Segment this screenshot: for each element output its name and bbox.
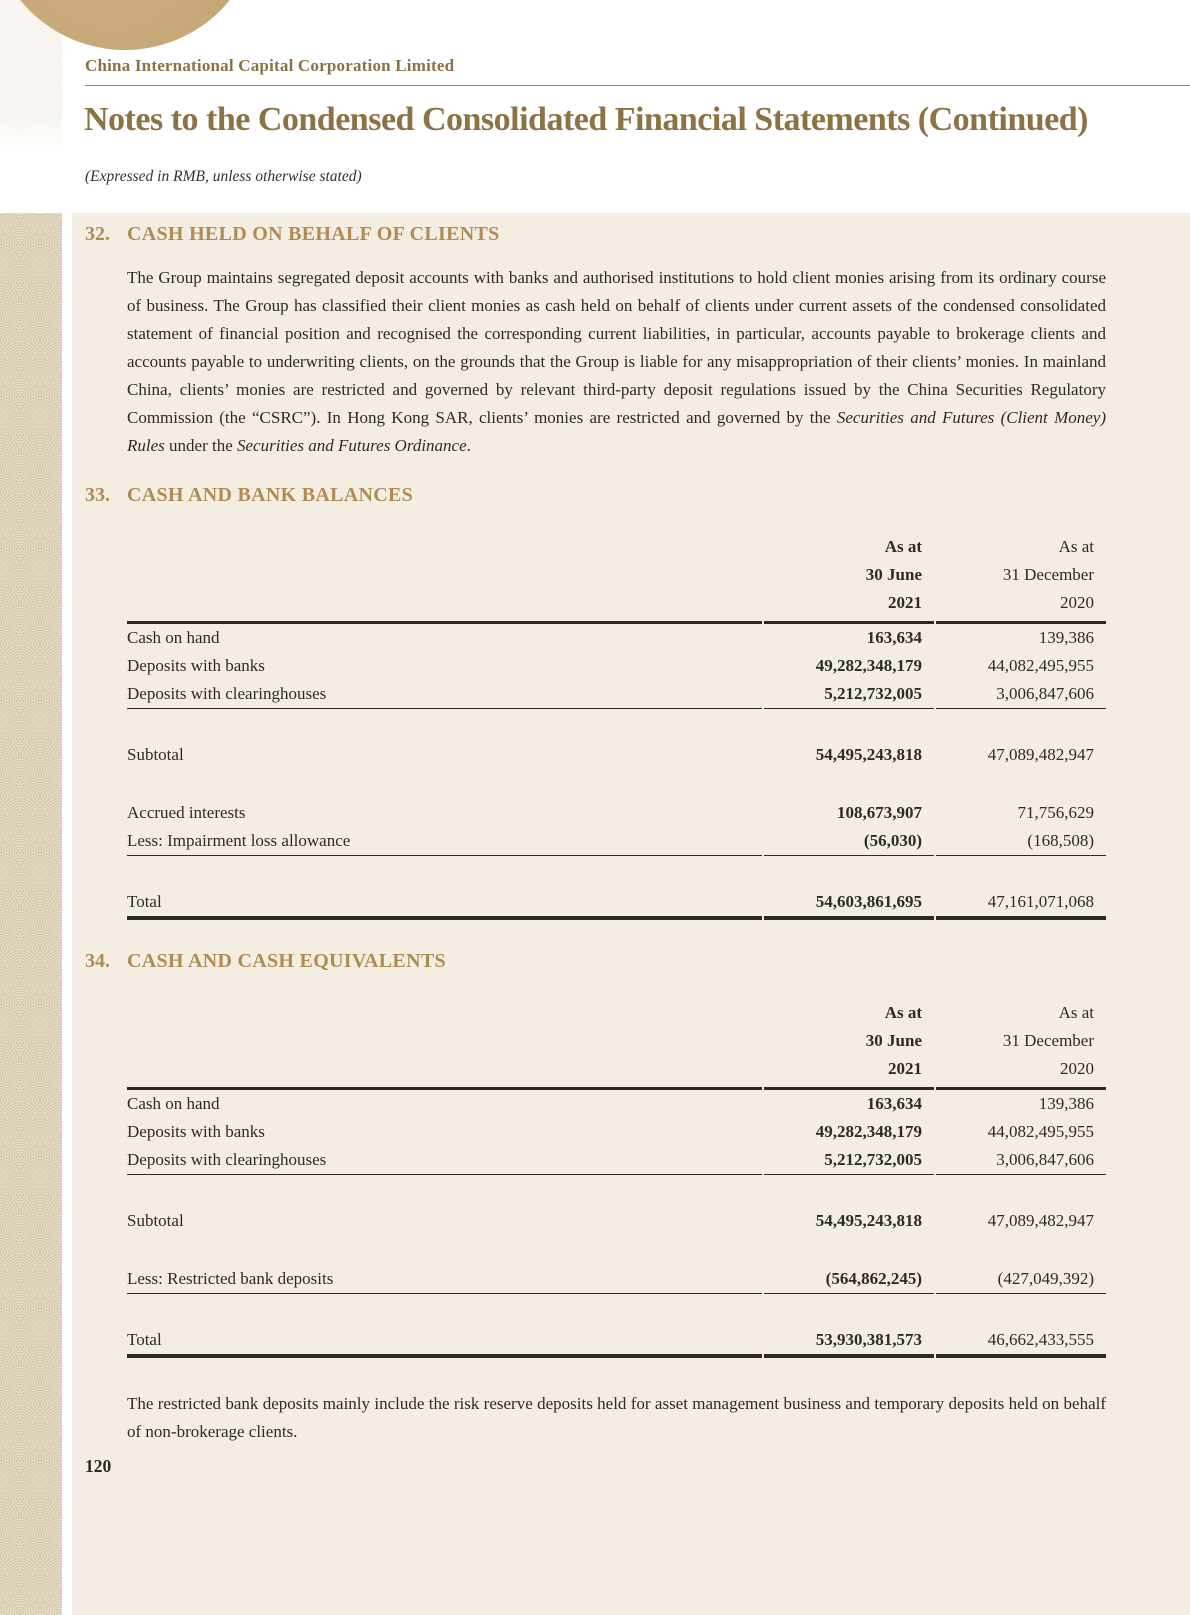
value-2020: 44,082,495,955 <box>987 1122 1094 1141</box>
value-2021: 54,495,243,818 <box>815 745 922 764</box>
column-header-line: 31 December <box>1002 565 1094 584</box>
value-2021: 163,634 <box>866 1094 922 1113</box>
value-2020: 3,006,847,606 <box>936 1146 1106 1175</box>
value-2020: 47,089,482,947 <box>987 745 1094 764</box>
section-34-body <box>85 999 1106 1358</box>
column-header-2020 <box>936 533 1106 624</box>
section-title: CASH HELD ON BEHALF OF CLIENTS <box>127 223 500 245</box>
table-spacer-row <box>127 709 1106 741</box>
column-header-line: 30 June <box>865 1031 922 1050</box>
value-2021: 5,212,732,005 <box>764 1146 934 1175</box>
restricted-deposits-note: The restricted bank deposits mainly include the risk reserve deposits held for asset management business and temporary deposits held on behalf of non-brokerage clients. <box>127 1394 1106 1441</box>
value-2021: 5,212,732,005 <box>764 680 934 709</box>
wave-pattern-fade <box>0 0 62 213</box>
wave-pattern-strip <box>0 0 62 1615</box>
value-2021: 49,282,348,179 <box>815 656 922 675</box>
section-32 <box>85 223 1106 460</box>
company-name: China International Capital Corporation Limited <box>85 56 455 75</box>
column-header-line: 2020 <box>1060 1059 1094 1078</box>
section-title: CASH AND CASH EQUIVALENTS <box>127 950 446 972</box>
table-spacer-row <box>127 1235 1106 1265</box>
row-label: Deposits with banks <box>127 656 265 675</box>
value-2020: (168,508) <box>936 827 1106 856</box>
section-34-heading <box>85 950 1106 977</box>
row-label: Less: Restricted bank deposits <box>127 1265 762 1294</box>
value-2020: 47,089,482,947 <box>987 1211 1094 1230</box>
row-label: Subtotal <box>127 745 184 764</box>
section-number: 33. <box>85 484 110 506</box>
value-2021: 49,282,348,179 <box>815 1122 922 1141</box>
cash-and-bank-balances-table <box>127 533 1106 920</box>
row-label: Cash on hand <box>127 628 220 647</box>
column-header-2020 <box>936 999 1106 1090</box>
column-header-line: 2021 <box>888 593 922 612</box>
column-header-line: As at <box>1058 537 1094 556</box>
header-spacer-cell <box>127 999 762 1090</box>
value-2020: 46,662,433,555 <box>936 1326 1106 1358</box>
section-number: 34. <box>85 950 110 972</box>
value-2020: 3,006,847,606 <box>936 680 1106 709</box>
column-header-2021 <box>764 999 934 1090</box>
table-spacer-row <box>127 856 1106 888</box>
value-2020: 71,756,629 <box>1017 803 1094 822</box>
header-spacer-cell <box>127 533 762 624</box>
value-2021: 108,673,907 <box>837 803 922 822</box>
column-header-line: 31 December <box>1002 1031 1094 1050</box>
row-label: Subtotal <box>127 1211 184 1230</box>
row-label: Deposits with clearinghouses <box>127 680 762 709</box>
section-number: 32. <box>85 223 110 245</box>
value-2020: (427,049,392) <box>936 1265 1106 1294</box>
column-header-line: As at <box>1058 1003 1094 1022</box>
page-title: Notes to the Condensed Consolidated Financial Statements (Continued) <box>84 101 1088 138</box>
row-label: Deposits with clearinghouses <box>127 1146 762 1175</box>
row-label: Accrued interests <box>127 803 246 822</box>
row-label: Total <box>127 888 762 920</box>
value-2021: 163,634 <box>866 628 922 647</box>
value-2020: 139,386 <box>1038 628 1094 647</box>
page-number: 120 <box>85 1456 112 1476</box>
header-divider <box>85 85 1190 86</box>
table-spacer-row <box>127 769 1106 799</box>
row-label: Total <box>127 1326 762 1358</box>
section-32-paragraph: The Group maintains segregated deposit accounts with banks and authorised institutions to hold client monies arising from its ordinary course of business. The Group has classified their client monies as cash held on behalf of clients under current assets of the condensed consolidated statement of financial position and recognised the corresponding current liabilities, in particular, accounts payable to brokerage clients and accounts payable to underwriting clients, on the grounds that the Group is liable for any misappropriation of their clients’ monies. In mainland China, clients’ monies are restricted and governed by relevant third-party deposit regulations issued by the China Securities Regulatory Commission (the “CSRC”). In Hong Kong SAR, clients’ monies are restricted and governed by the Securities and Futures (Client Money) Rules under the Securities and Futures Ordinance. <box>127 268 1106 455</box>
value-2021: 53,930,381,573 <box>764 1326 934 1358</box>
value-2020: 47,161,071,068 <box>936 888 1106 920</box>
value-2021: 54,603,861,695 <box>764 888 934 920</box>
section-33-heading <box>85 484 1106 511</box>
row-label: Cash on hand <box>127 1094 220 1113</box>
cash-and-cash-equivalents-table <box>127 999 1106 1358</box>
column-header-line: 2020 <box>1060 593 1094 612</box>
value-2020: 44,082,495,955 <box>987 656 1094 675</box>
section-33 <box>85 484 1106 920</box>
section-32-heading <box>85 223 1106 250</box>
value-2021: (564,862,245) <box>764 1265 934 1294</box>
column-header-line: As at <box>884 1003 922 1022</box>
row-label: Less: Impairment loss allowance <box>127 827 762 856</box>
value-2021: 54,495,243,818 <box>815 1211 922 1230</box>
section-title: CASH AND BANK BALANCES <box>127 484 414 506</box>
section-33-body <box>127 533 1106 920</box>
section-34 <box>85 950 1106 1446</box>
column-header-line: As at <box>884 537 922 556</box>
currency-note: (Expressed in RMB, unless otherwise stated) <box>85 168 362 185</box>
column-header-2021 <box>764 533 934 624</box>
column-header-line: 30 June <box>865 565 922 584</box>
table-spacer-row <box>127 1175 1106 1207</box>
value-2020: 139,386 <box>1038 1094 1094 1113</box>
content-panel <box>72 213 1190 1615</box>
value-2021: (56,030) <box>764 827 934 856</box>
column-header-line: 2021 <box>888 1059 922 1078</box>
row-label: Deposits with banks <box>127 1122 265 1141</box>
table-spacer-row <box>127 1294 1106 1326</box>
